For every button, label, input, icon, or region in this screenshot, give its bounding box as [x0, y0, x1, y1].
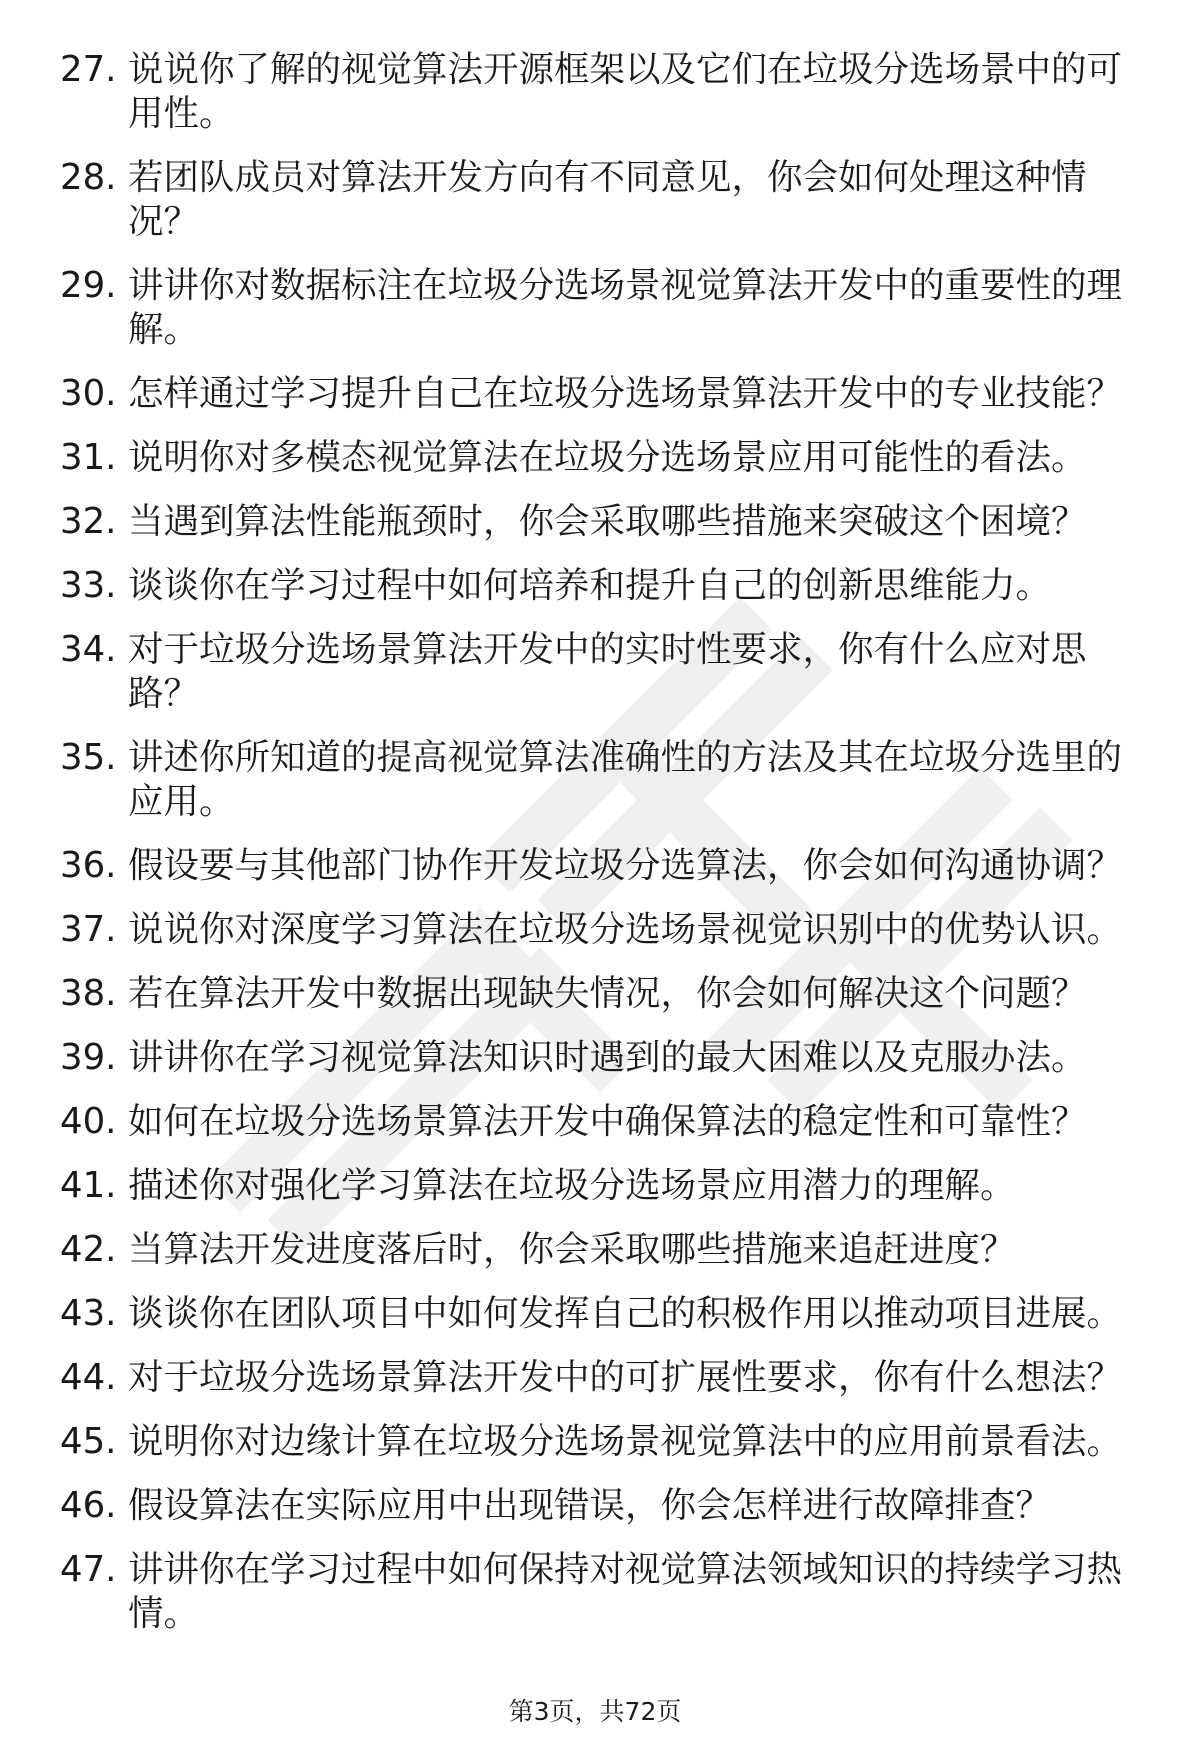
question-item	[60, 436, 1150, 480]
question-text: 怎样通过学习提升自己在垃圾分选场景算法开发中的专业技能？	[128, 373, 1123, 414]
question-number: 44.	[60, 1357, 117, 1398]
question-number: 47.	[60, 1549, 117, 1590]
question-number: 45.	[60, 1421, 117, 1462]
question-number: 46.	[60, 1485, 117, 1526]
page-footer	[0, 1697, 1190, 1727]
question-text: 讲讲你对数据标注在垃圾分选场景视觉算法开发中的重要性的理解。	[128, 265, 1123, 350]
question-text: 说明你对多模态视觉算法在垃圾分选场景应用可能性的看法。	[128, 437, 1087, 478]
question-number: 39.	[60, 1037, 117, 1078]
question-number: 32.	[60, 501, 117, 542]
question-text: 若在算法开发中数据出现缺失情况，你会如何解决这个问题？	[128, 973, 1087, 1014]
question-number: 40.	[60, 1101, 117, 1142]
question-text: 讲讲你在学习过程中如何保持对视觉算法领域知识的持续学习热情。	[128, 1549, 1123, 1634]
question-number: 29.	[60, 265, 117, 306]
question-text: 对于垃圾分选场景算法开发中的可扩展性要求，你有什么想法？	[128, 1357, 1123, 1398]
question-item	[60, 628, 1150, 716]
question-number: 31.	[60, 437, 117, 478]
question-number: 41.	[60, 1165, 117, 1206]
question-number: 27.	[60, 49, 117, 90]
question-text: 假设算法在实际应用中出现错误，你会怎样进行故障排查？	[128, 1485, 1052, 1526]
question-text: 谈谈你在学习过程中如何培养和提升自己的创新思维能力。	[128, 565, 1052, 606]
question-text: 假设要与其他部门协作开发垃圾分选算法，你会如何沟通协调？	[128, 845, 1123, 886]
question-text: 当遇到算法性能瓶颈时，你会采取哪些措施来突破这个困境？	[128, 501, 1087, 542]
question-item	[60, 908, 1150, 952]
question-item	[60, 1484, 1150, 1528]
question-text: 当算法开发进度落后时，你会采取哪些措施来追赶进度？	[128, 1229, 1016, 1270]
question-item	[60, 1548, 1150, 1636]
question-text: 描述你对强化学习算法在垃圾分选场景应用潜力的理解。	[128, 1165, 1016, 1206]
question-number: 33.	[60, 565, 117, 606]
question-number: 36.	[60, 845, 117, 886]
question-number: 28.	[60, 157, 117, 198]
question-item	[60, 1420, 1150, 1464]
question-number: 42.	[60, 1229, 117, 1270]
question-number: 35.	[60, 737, 117, 778]
question-item	[60, 1292, 1150, 1336]
question-item	[60, 1100, 1150, 1144]
page-number: 第3页，共72页	[508, 1697, 682, 1726]
question-item	[60, 972, 1150, 1016]
question-item	[60, 500, 1150, 544]
question-item	[60, 1228, 1150, 1272]
question-item	[60, 844, 1150, 888]
question-list	[60, 48, 1150, 1656]
question-text: 讲讲你在学习视觉算法知识时遇到的最大困难以及克服办法。	[128, 1037, 1087, 1078]
question-text: 对于垃圾分选场景算法开发中的实时性要求，你有什么应对思路？	[128, 629, 1087, 714]
question-number: 34.	[60, 629, 117, 670]
question-item	[60, 48, 1150, 136]
question-text: 如何在垃圾分选场景算法开发中确保算法的稳定性和可靠性？	[128, 1101, 1087, 1142]
question-item	[60, 156, 1150, 244]
question-text: 讲述你所知道的提高视觉算法准确性的方法及其在垃圾分选里的应用。	[128, 737, 1123, 822]
question-number: 30.	[60, 373, 117, 414]
question-item	[60, 264, 1150, 352]
question-text: 若团队成员对算法开发方向有不同意见，你会如何处理这种情况？	[128, 157, 1087, 242]
question-text: 说说你对深度学习算法在垃圾分选场景视觉识别中的优势认识。	[128, 909, 1123, 950]
question-item	[60, 1036, 1150, 1080]
question-text: 说明你对边缘计算在垃圾分选场景视觉算法中的应用前景看法。	[128, 1421, 1123, 1462]
question-text: 说说你了解的视觉算法开源框架以及它们在垃圾分选场景中的可用性。	[128, 49, 1123, 134]
question-item	[60, 564, 1150, 608]
question-number: 43.	[60, 1293, 117, 1334]
question-item	[60, 1356, 1150, 1400]
question-item	[60, 736, 1150, 824]
question-number: 37.	[60, 909, 117, 950]
question-text: 谈谈你在团队项目中如何发挥自己的积极作用以推动项目进展。	[128, 1293, 1123, 1334]
question-item	[60, 1164, 1150, 1208]
question-item	[60, 372, 1150, 416]
question-number: 38.	[60, 973, 117, 1014]
